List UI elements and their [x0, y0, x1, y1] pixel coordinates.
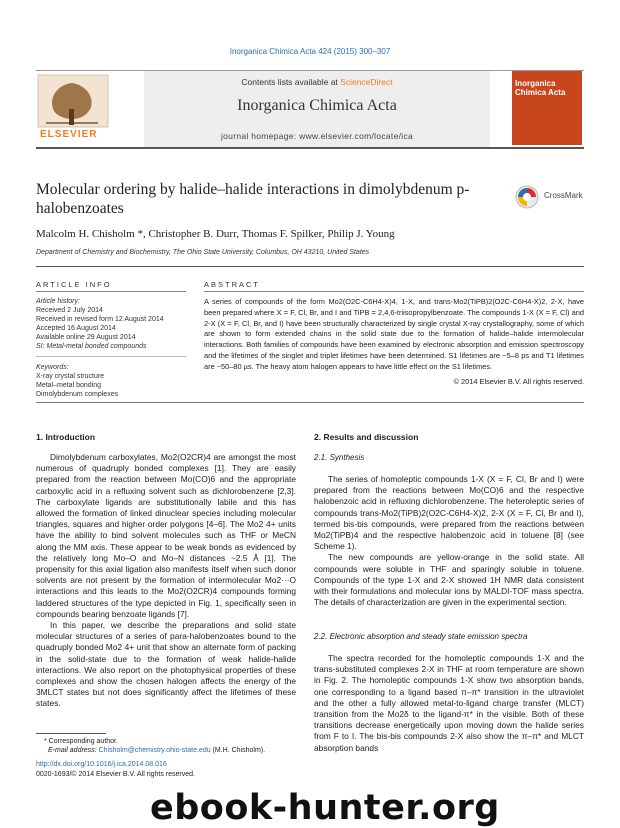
- email-label: E-mail address:: [48, 747, 99, 754]
- elsevier-logo: [36, 73, 136, 143]
- intro-paragraph: In this paper, we describe the preparations and solid state molecular structures of a series of para-halobenzoates bound to the quadruply bonded Mo2 4+ unit that show an alternate form of packing in the solid-state due to the formation of weak halide-halide interactions. We also report on the photophysical properties of these complexes and show the chosen halogen affects the energy of the 3MLCT states but not does significantly affect the lifetimes of these states.: [36, 620, 296, 709]
- divider-keywords: [36, 356, 186, 357]
- history-item: Available online 29 August 2014: [36, 334, 136, 341]
- history-item: Accepted 16 August 2014: [36, 325, 116, 332]
- contents-prefix: Contents lists available at: [241, 77, 341, 87]
- divider-info: [36, 291, 186, 292]
- journal-homepage[interactable]: journal homepage: www.elsevier.com/locate/ica: [220, 131, 414, 141]
- authors-line: Malcolm H. Chisholm *, Christopher B. Durr, Thomas F. Spilker, Philip J. Young: [36, 228, 395, 240]
- history-item: Received 2 July 2014: [36, 307, 103, 314]
- absorption-paragraph: The spectra recorded for the homoleptic compounds 1-X and the trans-substituted complexes 2-X in THF at room temperature are shown in Fig. 2. The homoleptic compounds 1-X show two absorption bands, one corresponding to a ligand based π–π* transition in the ultraviolet and the other a fully allowed metal-to-ligand charge transfer (MLCT) transition from the Mo2δ to the ligand-π* in the visible. Both of these transitions decrease energetically upon moving down the halide series from F to I. The bis-bis compounds 2-X also show the π–π* and MLCT absorption bands: [314, 653, 584, 753]
- synthesis-heading: 2.1. Synthesis: [314, 453, 365, 462]
- intro-body: [36, 452, 296, 710]
- keyword-item: Metal–metal bonding: [36, 382, 101, 389]
- keyword-item: X-ray crystal structure: [36, 373, 105, 380]
- sciencedirect-link[interactable]: ScienceDirect: [340, 77, 393, 87]
- journal-header: [36, 70, 584, 149]
- keywords-block: [36, 363, 196, 399]
- elsevier-tree-icon: [36, 73, 136, 129]
- synthesis-paragraph: The series of homoleptic compounds 1-X (X = F, Cl, Br and I) were prepared from the reactions between Mo(CO)6 and the respective halobenzoic acid in refluxing dichlorobenzene. The heteroleptic series of compounds trans-Mo2(TiPB)2(O2C-C6H4-X)2, 2-X (X = F, Cl, Br and I), termed bis-bis compounds, were prepared from the reactions between Mo2(TiPB)4 and the respective halobenzoic acid in toluene [8] (see Scheme 1).: [314, 474, 584, 552]
- divider-body: [36, 402, 584, 403]
- publisher-name: ELSEVIER: [40, 129, 98, 140]
- issn-line: 0020-1693/© 2014 Elsevier B.V. All rights reserved.: [36, 771, 195, 778]
- email-line: [44, 746, 294, 755]
- crossmark-badge[interactable]: [514, 184, 594, 210]
- journal-citation[interactable]: Inorganica Chimica Acta 424 (2015) 300–307: [229, 47, 391, 56]
- article-history: [36, 297, 196, 351]
- doi-link[interactable]: http://dx.doi.org/10.1016/j.ica.2014.08.016: [36, 761, 167, 768]
- journal-cover: [512, 71, 582, 145]
- abstract-heading: ABSTRACT: [204, 280, 261, 289]
- cover-title: Inorganica Chimica Acta: [515, 79, 566, 97]
- history-item: SI: Metal-metal bonded compounds: [36, 343, 147, 350]
- contents-line: [144, 77, 490, 87]
- footnote-rule: [36, 733, 106, 734]
- watermark-text: ebook-hunter.org: [150, 788, 500, 828]
- corresponding-author-note: * Corresponding author.: [44, 738, 118, 745]
- abstract-text: A series of compounds of the form Mo2(O2C-C6H4-X)4, 1-X, and trans-Mo2(TiPB)2(O2C-C6H4-X)2, 2-X, have been prepared where X = F, Cl, Br, and I and TiPB = 2,4,6-triisopropylbenzoate. The compounds 1-X (X = F, Cl) and 2-X (X = F, Cl, Br, and I) have been structurally characterized by single crystal X-ray crystallography, some of which are shown to form extended chains in the solid state due to the formation of halide–halide intermolecular interactions. Both families of compounds have been examined by electronic absorption and emission spectroscopy and the lifetimes of the singlet and triplet lifetimes have been determined. S1 lifetimes are ~5–8 ps and T1 lifetimes are ~50–80 µs. The heavy atom halogen appears to have little effect on the S1 lifetimes.: [204, 297, 584, 371]
- crossmark-label: CrossMark: [544, 191, 583, 200]
- abstract-copyright: © 2014 Elsevier B.V. All rights reserved.: [453, 377, 584, 386]
- intro-heading: 1. Introduction: [36, 432, 96, 442]
- header-center-panel: [144, 71, 490, 147]
- email-suffix: (M.H. Chisholm).: [210, 747, 266, 754]
- history-label: Article history:: [36, 298, 80, 305]
- divider-abstract: [204, 291, 584, 292]
- results-heading: 2. Results and discussion: [314, 432, 419, 442]
- keyword-item: Dimolybdenum complexes: [36, 391, 119, 398]
- intro-paragraph: Dimolybdenum carboxylates, Mo2(O2CR)4 are amongst the most numerous of quadruply bonded complexes [1]. They are easily prepared from the reaction between Mo(CO)6 and the appropriate carboxylic acid in a refluxing solvent such as dichlorobenzene [2,3]. The carboxylate ligands are substitutionally labile and this has allowed the formation of linked dinuclear species including molecular triangles, squares and higher order polygons [4–6]. The Mo2 4+ units have the ability to bind solvent molecules such as THF or MeCN along the MM axis. These appear to be weak bonds as evidenced by the relatively long Mo–O and Mo–N distances ~2.5 Å [1]. The propensity for this axial ligation also manifests itself when such donor solvents are not present by the formation of intermolecular Mo2···O interactions and this leads to the Mo2(O2CR)4 compounds forming laddered structures of the type depicted in Fig. 1, specifically seen in compounds bearing benzoate ligands [7].: [36, 452, 296, 619]
- email-link[interactable]: Chisholm@chemistry.ohio-state.edu: [98, 747, 211, 754]
- history-item: Received in revised form 12 August 2014: [36, 316, 164, 323]
- absorption-body: [314, 653, 584, 754]
- article-info-heading: ARTICLE INFO: [36, 280, 112, 289]
- footnote: [44, 737, 294, 755]
- absorption-heading: 2.2. Electronic absorption and steady state emission spectra: [314, 632, 528, 641]
- affiliation: Department of Chemistry and Biochemistry, The Ohio State University, Columbus, OH 43210, United States: [36, 249, 370, 256]
- divider-top: [36, 266, 584, 267]
- crossmark-icon: [514, 184, 540, 210]
- synthesis-paragraph: The new compounds are yellow-orange in the solid state. All compounds were soluble in THF and sparingly soluble in toluene. Compounds of the type 1-X and 2-X showed 1H NMR data consistent with their formulations and molecular ions by MALDI-TOF mass spectra. The details of characterization are given in the experimental section.: [314, 552, 584, 608]
- journal-title: Inorganica Chimica Acta: [237, 97, 397, 114]
- synthesis-body: [314, 474, 584, 608]
- keywords-label: Keywords:: [36, 364, 69, 371]
- article-title: Molecular ordering by halide–halide interactions in dimolybdenum p-halobenzoates: [36, 181, 470, 217]
